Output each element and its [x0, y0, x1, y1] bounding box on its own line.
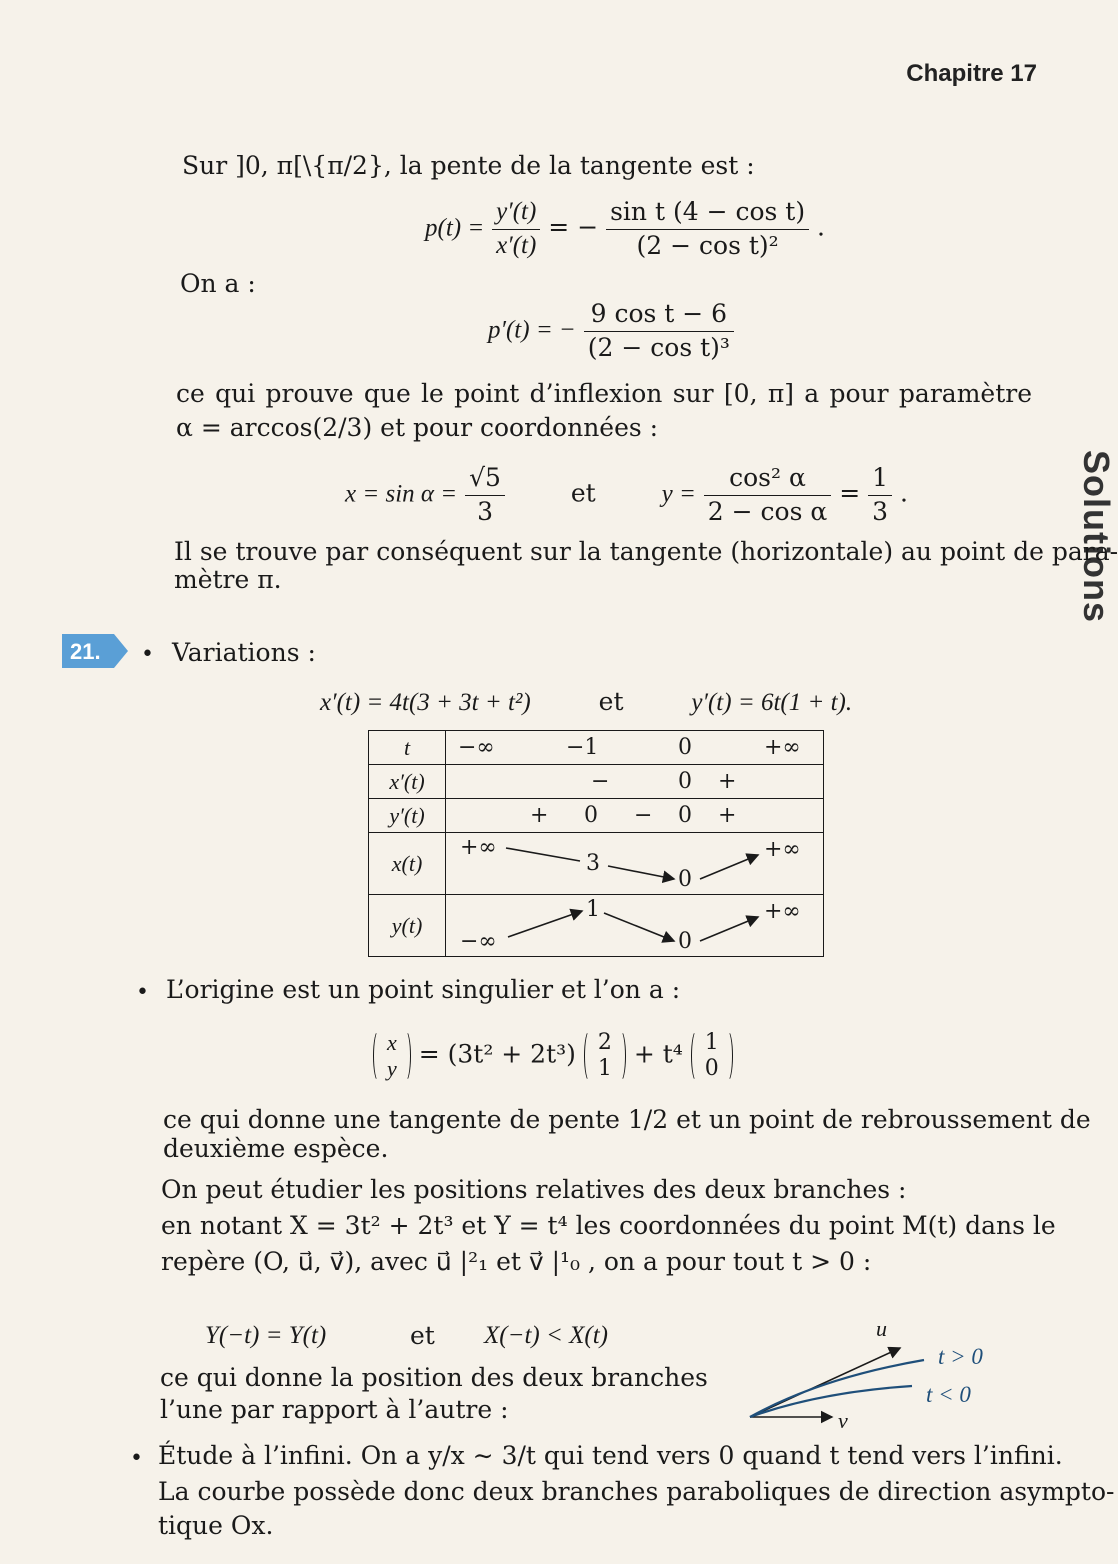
vector-1-0: [691, 1030, 733, 1082]
deriv-x: x′(t) = 4t(3 + 3t + t²): [320, 689, 531, 716]
t-value: −∞: [458, 735, 495, 760]
vec2-a: 1: [704, 1030, 719, 1055]
variation-table: [368, 730, 824, 957]
bullet-icon: •: [130, 1446, 143, 1471]
eq1-frac1-den: x′(t): [496, 231, 537, 259]
eq3-x-lhs: x = sin α =: [345, 480, 458, 508]
y-variation-cell: [446, 895, 824, 957]
eq3-end: .: [899, 478, 908, 508]
eq3-et: et: [570, 478, 596, 508]
equation-coords: [345, 462, 908, 528]
mat-eq: = (3t² + 2t³): [418, 1039, 576, 1069]
matrix-equation: [373, 1030, 733, 1082]
arrow-up: [700, 855, 758, 879]
eq2-den: (2 − cos t)³: [587, 332, 730, 362]
parameter-line: mètre π.: [174, 565, 282, 594]
xp-value: +: [718, 769, 737, 794]
infinity-line1: Étude à l’infini. On a y/x ∼ 3/t qui tend vers 0 quand t tend vers l’infini.: [158, 1441, 1063, 1470]
chapter-heading: Chapitre 17: [906, 60, 1037, 87]
xp-values-cell: [446, 765, 824, 799]
eq3-x-frac: [465, 462, 505, 528]
relation-y: Y(−t) = Y(t): [205, 1322, 327, 1349]
eq3-y2-den: 3: [872, 496, 888, 526]
side-tab-label: Solutions: [1076, 450, 1117, 623]
equation-slope: [425, 196, 825, 262]
x-variation-cell: [446, 833, 824, 895]
branch-negative: [750, 1386, 912, 1417]
positive-label: t > 0: [938, 1344, 983, 1369]
row-label-x: x(t): [369, 833, 446, 895]
eq3-y-den: 2 − cos α: [707, 496, 828, 526]
y-value: 1: [586, 897, 600, 922]
x-value: +∞: [460, 835, 497, 860]
exercise-number-badge: [62, 634, 128, 668]
vector-xy: [373, 1030, 411, 1082]
eq2-lhs: p′(t) = −: [488, 316, 576, 344]
y-value: 0: [678, 929, 692, 954]
xp-value: −: [591, 769, 610, 794]
alpha-line: α = arccos(2/3) et pour coordonnées :: [176, 413, 659, 442]
vec1-a: 2: [597, 1030, 612, 1055]
variations-title: Variations :: [172, 638, 316, 667]
row-label-t: t: [369, 731, 446, 765]
row-label-xp: x′(t): [369, 765, 446, 799]
species-line: deuxième espèce.: [163, 1134, 389, 1163]
on-a-label: On a :: [180, 269, 256, 298]
x-arrows: [446, 833, 824, 895]
x-value: 3: [586, 851, 600, 876]
yp-value: −: [634, 803, 653, 828]
bullet-icon: •: [136, 980, 149, 1005]
branches-figure: [740, 1314, 1000, 1434]
u-vector-arrow: [750, 1348, 900, 1417]
vec1-b: 1: [597, 1056, 612, 1081]
xp-value: 0: [678, 769, 692, 794]
vec-x: x: [387, 1030, 397, 1055]
row-label-y: y(t): [369, 895, 446, 957]
relation-x: X(−t) < X(t): [484, 1322, 608, 1349]
branches-line1: ce qui donne la position des deux branches: [160, 1363, 708, 1392]
yp-value: 0: [678, 803, 692, 828]
eq1-lhs: p(t) =: [425, 214, 485, 242]
eq2-num: 9 cos t − 6: [584, 298, 734, 332]
eq3-y-frac: [704, 462, 831, 528]
y-arrows: [446, 895, 824, 957]
eq3-x-den: 3: [477, 496, 493, 526]
eq3-y-lhs: y =: [661, 480, 696, 508]
deriv-et: et: [598, 687, 624, 716]
inflexion-line: ce qui prouve que le point d’inflexion sur [0, π] a pour paramètre: [176, 379, 1032, 408]
eq1-end: .: [817, 212, 825, 242]
eq1-mid: = −: [548, 212, 599, 242]
deriv-y: y′(t) = 6t(1 + t).: [691, 689, 853, 716]
tangent-line: Il se trouve par conséquent sur la tangente (horizontale) au point de para-: [174, 537, 1118, 566]
eq3-eq: =: [839, 478, 861, 508]
negative-label: t < 0: [926, 1382, 971, 1407]
positions-line2: en notant X = 3t² + 2t³ et Y = t⁴ les coordonnées du point M(t) dans le: [161, 1211, 1056, 1240]
mat-plus: + t⁴: [633, 1039, 683, 1069]
tangent-slope-line: ce qui donne une tangente de pente 1/2 et un point de rebroussement de: [163, 1105, 1091, 1134]
arrow-up: [508, 911, 582, 937]
t-value: 0: [678, 735, 692, 760]
eq1-frac2-num: sin t (4 − cos t): [606, 196, 809, 230]
yp-value: +: [530, 803, 549, 828]
singular-intro: L’origine est un point singulier et l’on a :: [166, 975, 681, 1004]
eq1-frac1: [492, 196, 540, 262]
infinity-line2: La courbe possède donc deux branches paraboliques de direction asympto-: [158, 1477, 1115, 1506]
y-value: +∞: [764, 899, 801, 924]
eq1-frac2-den: (2 − cos t)²: [636, 230, 779, 260]
u-label: u⃗: [876, 1316, 905, 1341]
y-value: −∞: [460, 929, 497, 954]
x-value: +∞: [764, 837, 801, 862]
eq3-y2-num: 1: [868, 462, 892, 496]
yp-values-cell: [446, 799, 824, 833]
v-label: v⃗: [838, 1408, 865, 1433]
arrow-down: [506, 848, 580, 861]
branches-line2: l’une par rapport à l’autre :: [160, 1395, 509, 1424]
vec2-b: 0: [704, 1056, 719, 1081]
row-label-yp: y′(t): [369, 799, 446, 833]
equation-derivative: [488, 298, 734, 364]
badge-number: 21.: [70, 639, 101, 664]
x-value: 0: [678, 867, 692, 892]
bullet-icon: •: [141, 642, 154, 667]
eq3-y-num: cos² α: [704, 462, 831, 496]
arrow-down: [608, 866, 674, 879]
vec-y: y: [387, 1056, 397, 1081]
eq2-frac: [584, 298, 734, 364]
positions-line3: repère (O, u⃗, v⃗), avec u⃗ |²₁ et v⃗ |¹₀ , on a pour tout t > 0 :: [161, 1247, 872, 1276]
arrow-down: [604, 913, 674, 941]
yp-value: +: [718, 803, 737, 828]
arrow-up: [700, 917, 758, 941]
infinity-line3: tique Ox.: [158, 1511, 274, 1540]
relation-et: et: [410, 1321, 435, 1350]
t-value: +∞: [764, 735, 801, 760]
positions-line1: On peut étudier les positions relatives des deux branches :: [161, 1175, 907, 1204]
eq1-frac1-num: y′(t): [492, 196, 540, 230]
t-values-cell: [446, 731, 824, 765]
intro-line: Sur ]0, π[\{π/2}, la pente de la tangente est :: [182, 151, 755, 180]
eq3-x-num: √5: [465, 462, 505, 496]
eq1-frac2: [606, 196, 809, 262]
derivatives-line: [320, 686, 852, 720]
yp-value: 0: [584, 803, 598, 828]
eq3-y2-frac: [868, 462, 892, 528]
vector-2-1: [584, 1030, 626, 1082]
t-value: −1: [566, 735, 599, 760]
